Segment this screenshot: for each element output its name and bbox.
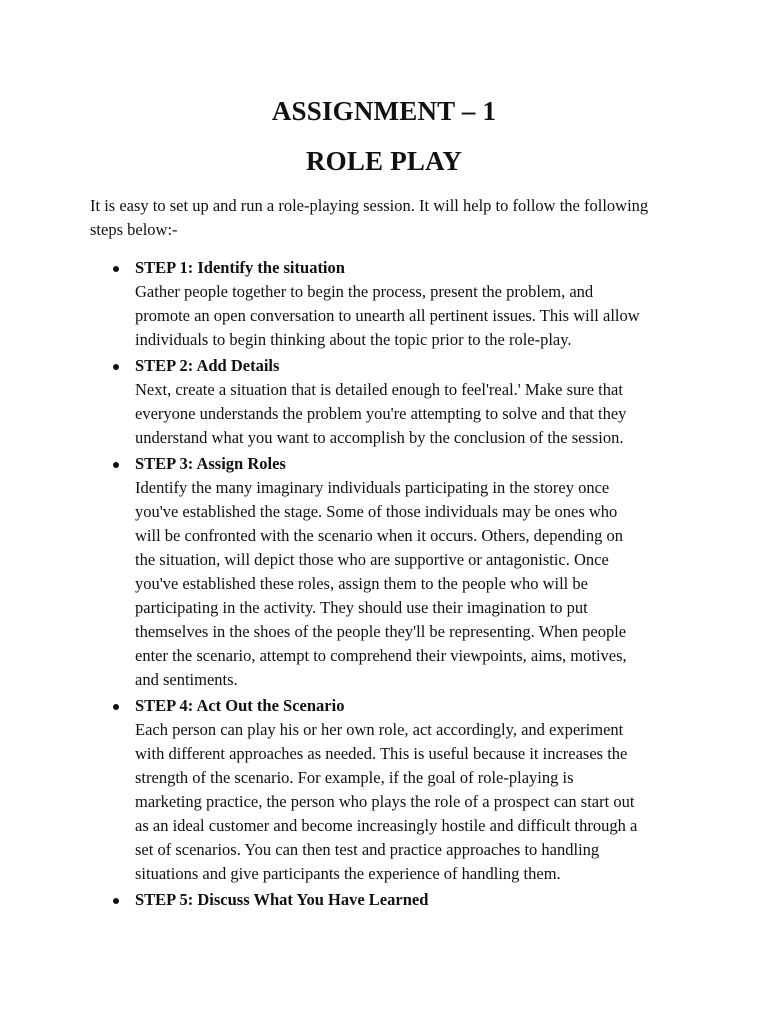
step-item-4	[90, 694, 690, 886]
step-item-5	[90, 888, 690, 912]
bullet-icon	[113, 898, 119, 904]
step-body: Next, create a situation that is detailed enough to feel'real.' Make sure that everyone understands the problem you're attempting to solve and that they understand what you want to accomplish by the conclusion of the session.	[135, 380, 627, 447]
step-item-3	[90, 452, 690, 692]
bullet-icon	[113, 266, 119, 272]
intro-paragraph: It is easy to set up and run a role-playing session. It will help to follow the following steps below:-	[90, 196, 649, 239]
bullet-icon	[113, 364, 119, 370]
step-item-2	[90, 354, 690, 450]
step-title: STEP 2: Add Details	[135, 356, 280, 375]
bullet-icon	[113, 462, 119, 468]
steps-list	[90, 256, 690, 912]
step-body: Identify the many imaginary individuals participating in the storey once you've established the stage. Some of those individuals may be ones who will be confronted with the scenario when it occurs. Others, depending on the situation, will depict those who are supportive or antagonistic. Once you've established these roles, assign them to the people who will be participating in the activity. They should use their imagination to put themselves in the shoes of the people they'll be representing. When people enter the scenario, attempt to comprehend their viewpoints, aims, motives, and sentiments.	[135, 478, 627, 689]
step-title: STEP 1: Identify the situation	[135, 258, 345, 277]
step-body: Gather people together to begin the process, present the problem, and promote an open conversation to unearth all pertinent issues. This will allow individuals to begin thinking about the topic prior to the role-play.	[135, 282, 640, 349]
step-title: STEP 4: Act Out the Scenario	[135, 696, 345, 715]
step-body: Each person can play his or her own role, act accordingly, and experiment with different approaches as needed. This is useful because it increases the strength of the scenario. For example, if the goal of role-playing is marketing practice, the person who plays the role of a prospect can start out as an ideal customer and become increasingly hostile and difficult through a set of scenarios. You can then test and practice approaches to handling situations and give participants the experience of handling them.	[135, 720, 638, 883]
step-title: STEP 3: Assign Roles	[135, 454, 286, 473]
step-title: STEP 5: Discuss What You Have Learned	[135, 890, 429, 909]
document-title: ASSIGNMENT – 1	[271, 96, 497, 126]
document-subtitle: ROLE PLAY	[305, 146, 463, 176]
bullet-icon	[113, 704, 119, 710]
step-item-1	[90, 256, 690, 352]
